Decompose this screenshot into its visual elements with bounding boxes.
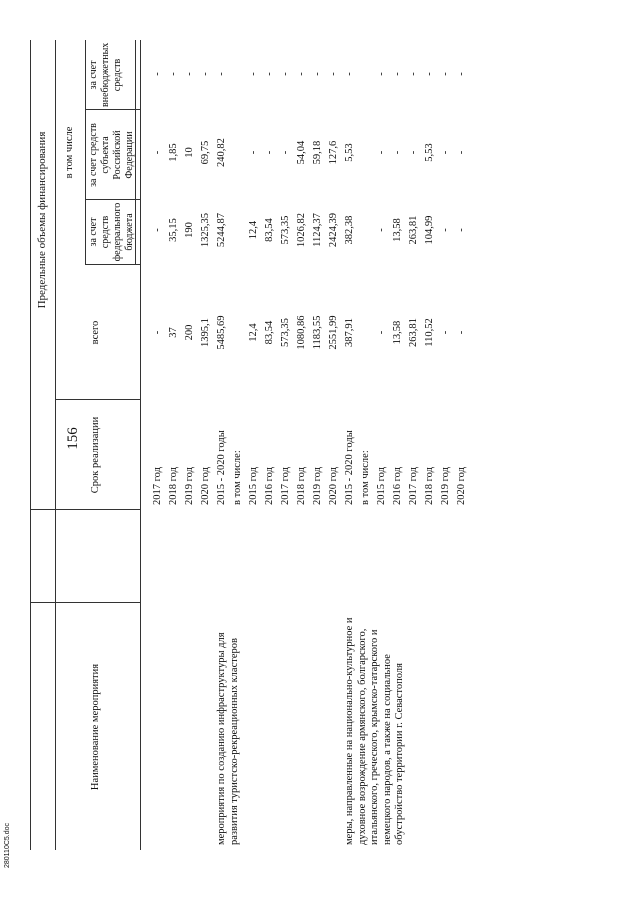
header-term: Срок реализации [90,416,101,494]
row-federal: 2424,39 [328,212,339,248]
row-federal: 190 [184,222,195,238]
header-total: всего [90,320,101,345]
row-extrabudget: - [424,72,435,76]
row-name: меры, направленные на национально-культурное и духовное возрождение армянского, болгарского, итальянского, греческого, крымско-татарского и немецкого народов, а также на социальное обустройство территории г. Севастополя [344,617,405,845]
row-term: 2019 год [184,467,195,505]
row-regional: 5,53 [344,143,355,162]
row-regional: - [376,150,387,155]
table-rule-col4b [85,199,140,200]
row-total: 37 [168,327,179,338]
row-total: 387,91 [344,318,355,347]
page-number: 156 [64,427,81,450]
row-term: 2017 год [152,467,163,505]
row-extrabudget: - [296,72,307,76]
row-federal: - [456,228,467,232]
row-term: 2015 год [376,467,387,505]
row-extrabudget: - [312,72,323,76]
row-total: 2551,99 [328,315,339,350]
table-rule-col3 [55,399,140,400]
row-extrabudget: - [328,72,339,76]
row-federal: 573,35 [280,215,291,245]
row-term: 2019 год [312,467,323,505]
table-rule-col4 [85,264,140,265]
row-federal: 5244,87 [216,212,227,248]
header-name: Наименование мероприятия [90,663,101,791]
row-extrabudget: - [392,72,403,76]
header-federal: за счет средств федерального бюджета [88,202,135,262]
header-funding: Предельные объемы финансирования [36,131,48,309]
table-rule-col1 [30,602,140,603]
row-regional: - [392,150,403,155]
row-term: в том числе: [360,450,371,505]
row-extrabudget: - [344,72,355,76]
row-extrabudget: - [376,72,387,76]
row-regional: 240,82 [216,138,227,167]
row-extrabudget: - [456,72,467,76]
row-federal: - [376,228,387,232]
row-federal: - [440,228,451,232]
row-total: 12,4 [248,323,259,342]
row-total: 1395,1 [200,318,211,347]
row-term: 2017 год [408,467,419,505]
row-term: 2018 год [296,467,307,505]
row-total: 83,54 [264,320,275,345]
row-term: 2019 год [440,467,451,505]
row-regional: 10 [184,147,195,158]
row-extrabudget: - [216,72,227,76]
row-term: 2020 год [328,467,339,505]
row-total: - [376,330,387,335]
row-regional: - [456,150,467,155]
row-regional: - [408,150,419,155]
row-total: 110,52 [424,318,435,347]
row-extrabudget: - [280,72,291,76]
row-regional: - [280,150,291,155]
row-regional: 5,53 [424,143,435,162]
row-term: 2018 год [168,467,179,505]
table-rule-col5 [85,109,140,110]
row-federal: 12,4 [248,220,259,240]
header-extrabudget: за счет внебюджетных средств [88,42,123,107]
row-federal: 263,81 [408,215,419,245]
row-federal: 104,99 [424,215,435,245]
header-including: в том числе [64,126,75,179]
row-total: - [152,330,163,335]
row-term: 2015 - 2020 годы [344,430,355,505]
row-regional: 54,04 [296,140,307,165]
row-term: в том числе: [232,450,243,505]
row-federal: 382,38 [344,215,355,245]
row-federal: 1325,35 [200,212,211,248]
row-regional: - [248,150,259,155]
row-federal: 1026,82 [296,212,307,248]
row-term: 2016 год [392,467,403,505]
table-rule-top [30,40,31,850]
row-total: - [440,330,451,335]
row-extrabudget: - [264,72,275,76]
row-total: 200 [184,324,195,341]
row-regional: - [264,150,275,155]
row-total: 1183,55 [312,315,323,350]
row-term: 2018 год [424,467,435,505]
row-regional: 59,18 [312,140,323,165]
row-term: 2017 год [280,467,291,505]
table-rule-subheader [85,40,86,265]
row-term: 2020 год [456,467,467,505]
row-extrabudget: - [168,72,179,76]
row-regional: - [440,150,451,155]
row-term: 2015 - 2020 годы [216,430,227,505]
row-name: мероприятия по созданию инфраструктуры для развития туристско-рекреационных кластеров [216,632,240,845]
row-federal: 13,58 [392,218,403,242]
row-total: - [456,330,467,335]
row-term: 2016 год [264,467,275,505]
table-rule-col2 [30,509,140,510]
row-extrabudget: - [248,72,259,76]
row-total: 263,81 [408,318,419,347]
row-federal: 1124,37 [312,213,323,247]
row-regional: 1,85 [168,143,179,162]
row-extrabudget: - [408,72,419,76]
footer-filename: 280110С5.doc [4,822,11,868]
row-regional: 127,6 [328,140,339,165]
row-federal: - [152,228,163,232]
row-extrabudget: - [440,72,451,76]
row-term: 2015 год [248,467,259,505]
row-regional: 69,75 [200,140,211,165]
row-extrabudget: - [152,72,163,76]
table-rule-header-bottom [140,40,141,850]
row-total: 5485,69 [216,315,227,350]
row-total: 13,58 [392,320,403,345]
row-term: 2020 год [200,467,211,505]
row-total: 1080,86 [296,315,307,350]
row-extrabudget: - [200,72,211,76]
table-rule-funding-top [55,40,56,850]
row-federal: 83,54 [264,218,275,242]
row-regional: - [152,150,163,155]
row-federal: 35,15 [168,218,179,242]
row-extrabudget: - [184,72,195,76]
row-total: 573,35 [280,318,291,347]
header-regional: за счет средств субъекта Российской Федерации [88,123,135,187]
